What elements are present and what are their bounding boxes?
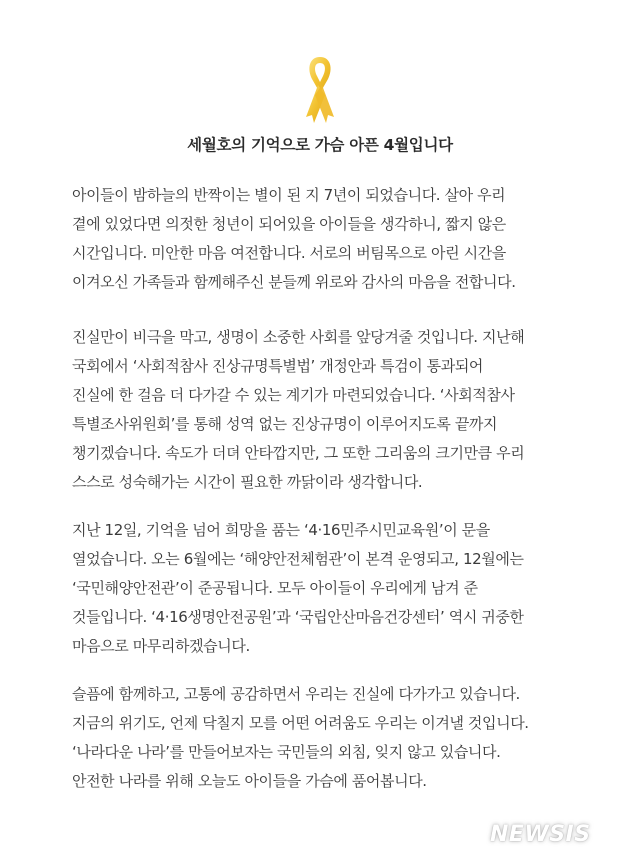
paragraph-2: [72, 323, 572, 497]
text-line: 진실에 한 걸음 더 다가갈 수 있는 계기가 마련되었습니다. ‘사회적참사: [72, 386, 515, 404]
text-line: 마음으로 마무리하겠습니다.: [72, 637, 250, 655]
text-line: ‘국민해양안전관’이 준공됩니다. 모두 아이들이 우리에게 남겨 준: [72, 579, 478, 597]
text-line: 국회에서 ‘사회적참사 진상규명특별법’ 개정안과 특검이 통과되어: [72, 357, 484, 375]
text-line: 열었습니다. 오는 6월에는 ‘해양안전체험관’이 본격 운영되고, 12월에는: [72, 550, 524, 568]
paragraph-4: [72, 680, 572, 796]
text-line: 안전한 나라를 위해 오늘도 아이들을 가슴에 품어봅니다.: [72, 772, 427, 790]
paragraph-1: [72, 181, 572, 297]
text-line: 슬픔에 함께하고, 고통에 공감하면서 우리는 진실에 다가가고 있습니다.: [72, 685, 520, 703]
text-line: 챙기겠습니다. 속도가 더뎌 안타깝지만, 그 또한 그리움의 크기만큼 우리: [72, 444, 525, 462]
text-line: 지난 12일, 기억을 넘어 희망을 품는 ‘4·16민주시민교육원’이 문을: [72, 521, 490, 539]
text-line: 진실만이 비극을 막고, 생명이 소중한 사회를 앞당겨줄 것입니다. 지난해: [72, 328, 525, 346]
text-line: 시간입니다. 미안한 마음 여전합니다. 서로의 버팀목으로 아린 시간을: [72, 244, 506, 262]
page-title: 세월호의 기억으로 가슴 아픈 4월입니다: [187, 136, 453, 154]
text-line: 지금의 위기도, 언제 닥칠지 모를 어떤 어려움도 우리는 이겨낼 것입니다.: [72, 714, 529, 732]
text-line: 것들입니다. ‘4·16생명안전공원’과 ‘국립안산마음건강센터’ 역시 귀중한: [72, 608, 524, 626]
text-line: 이겨오신 가족들과 함께해주신 분들께 위로와 감사의 마음을 전합니다.: [72, 273, 516, 291]
yellow-ribbon-icon: [301, 55, 339, 127]
text-line: 아이들이 밤하늘의 반짝이는 별이 된 지 7년이 되었습니다. 살아 우리: [72, 186, 506, 204]
text-line: 곁에 있었다면 의젓한 청년이 되어있을 아이들을 생각하니, 짧지 않은: [72, 215, 506, 233]
paragraph-3: [72, 516, 572, 661]
text-line: 특별조사위원회’를 통해 성역 없는 진상규명이 이루어지도록 끝까지: [72, 415, 498, 433]
newsis-watermark: NEWSIS: [490, 822, 591, 847]
text-line: 스스로 성숙해가는 시간이 필요한 까닭이라 생각합니다.: [72, 473, 423, 491]
text-line: ‘나라다운 나라’를 만들어보자는 국민들의 외침, 잊지 않고 있습니다.: [72, 743, 501, 761]
